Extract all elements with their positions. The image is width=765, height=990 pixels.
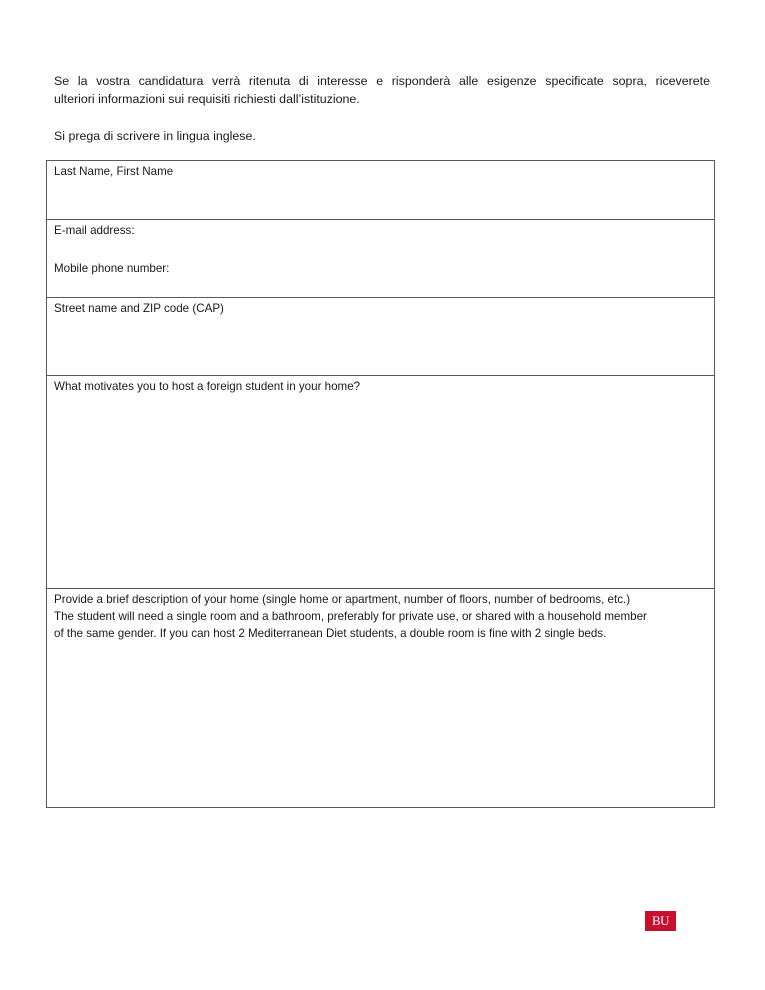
name-row — [47, 161, 715, 220]
home-description-row — [47, 589, 715, 808]
host-application-form — [46, 160, 715, 808]
home-description-field[interactable] — [47, 589, 715, 808]
motivation-field[interactable] — [47, 376, 715, 589]
name-label: Last Name, First Name — [54, 165, 174, 178]
motivation-label: What motivates you to host a foreign student in your home? — [54, 380, 361, 393]
home-description-line-2: The student will need a single room and a bathroom, preferably for private use, or shared with a household member — [54, 610, 647, 623]
email-label: E-mail address: — [54, 224, 135, 237]
intro-line-2: ulteriori informazioni sui requisiti richiesti dall’istituzione. — [54, 92, 360, 106]
phone-label: Mobile phone number: — [54, 262, 170, 275]
address-field[interactable] — [47, 298, 715, 376]
address-label: Street name and ZIP code (CAP) — [54, 302, 224, 315]
address-row — [47, 298, 715, 376]
motivation-row — [47, 376, 715, 589]
contact-field[interactable] — [47, 220, 715, 298]
bu-logo: BU — [645, 911, 676, 931]
home-description-line-3: of the same gender. If you can host 2 Mediterranean Diet students, a double room is fine with 2 single beds. — [54, 627, 607, 640]
contact-row — [47, 220, 715, 298]
language-note: Si prega di scrivere in lingua inglese. — [54, 129, 256, 143]
name-field[interactable] — [47, 161, 715, 220]
home-description-line-1: Provide a brief description of your home (single home or apartment, number of floors, number of bedrooms, etc.) — [54, 593, 631, 606]
intro-line-1: Se la vostra candidatura verrà ritenuta di interesse e risponderà alle esigenze specificate sopra, riceverete — [54, 74, 710, 88]
intro-paragraph — [54, 72, 710, 108]
